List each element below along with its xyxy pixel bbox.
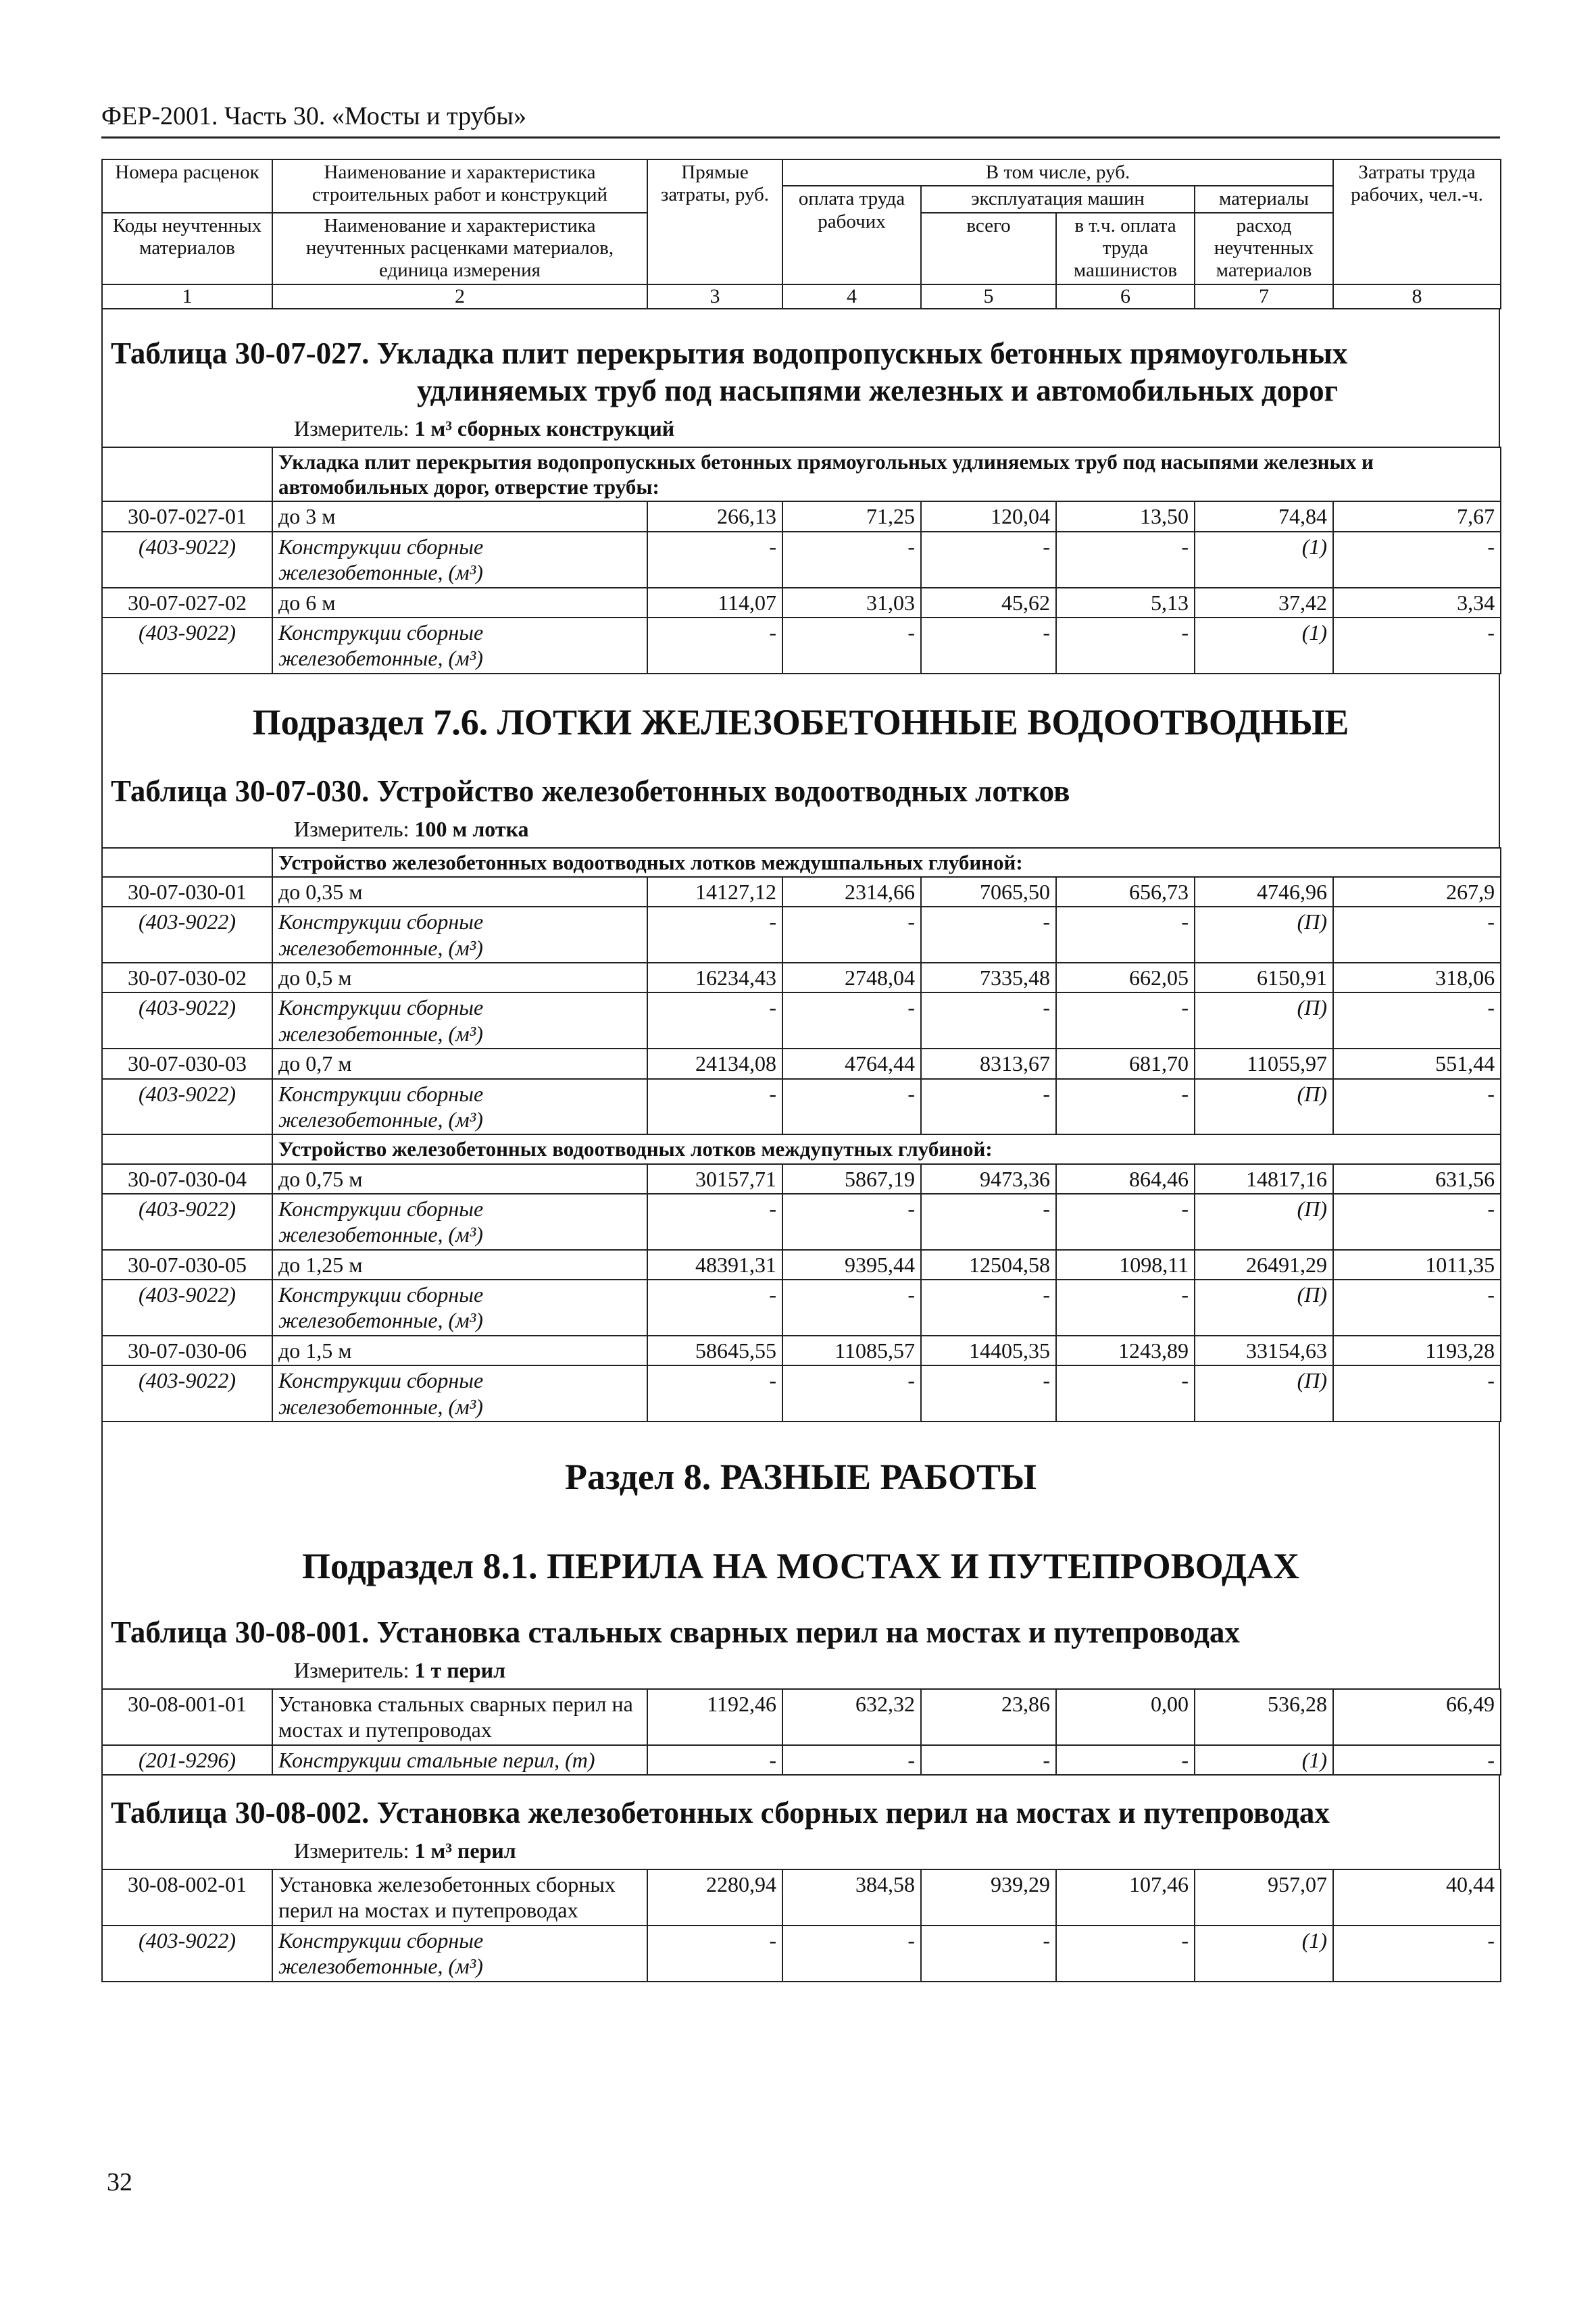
- dash-cell: -: [1056, 1280, 1195, 1336]
- group-indent: [102, 1134, 272, 1163]
- rate-code: 30-07-030-02: [102, 963, 272, 992]
- worker-pay: 31,03: [782, 588, 921, 618]
- machinist-pay: 5,13: [1056, 588, 1195, 618]
- materials-cost: 14817,16: [1195, 1164, 1333, 1194]
- subsection-title: Подраздел 7.6. ЛОТКИ ЖЕЛЕЗОБЕТОННЫЕ ВОДООТВОДНЫЕ: [252, 701, 1349, 743]
- section-t027: [101, 309, 1500, 447]
- material-use: (П): [1195, 992, 1333, 1049]
- material-use: (1): [1195, 1926, 1333, 1982]
- direct-cost: 30157,71: [647, 1164, 782, 1194]
- machines-total: 45,62: [921, 588, 1056, 618]
- direct-cost: 58645,55: [647, 1336, 782, 1365]
- materials-cost: 4746,96: [1195, 877, 1333, 907]
- material-code: (403-9022): [102, 907, 272, 963]
- table-t027: [101, 447, 1501, 674]
- section-8: [101, 1422, 1500, 1688]
- dash-cell: -: [1056, 907, 1195, 963]
- direct-cost: 24134,08: [647, 1049, 782, 1078]
- section-t030: [101, 674, 1500, 847]
- machines-total: 939,29: [921, 1869, 1056, 1926]
- labor-cost: 1193,28: [1333, 1336, 1501, 1365]
- table-title: Таблица 30-07-027. Укладка плит перекрытия водопропускных бетонных прямоугольных удлиняемых труб под насыпями железных и автомобильных дорог: [111, 336, 1348, 408]
- dash-cell: -: [782, 618, 921, 674]
- dash-cell: -: [1056, 1926, 1195, 1982]
- group-heading: Устройство железобетонных водоотводных лотков междушпальных глубиной:: [272, 848, 1501, 877]
- materials-cost: 74,84: [1195, 501, 1333, 531]
- section-title: Раздел 8. РАЗНЫЕ РАБОТЫ: [564, 1457, 1037, 1498]
- dash-cell: -: [647, 1365, 782, 1422]
- machines-total: 7335,48: [921, 963, 1056, 992]
- dash-cell: -: [1056, 1365, 1195, 1422]
- machines-total: 8313,67: [921, 1049, 1056, 1078]
- material-use: (П): [1195, 907, 1333, 963]
- dash-cell: -: [647, 618, 782, 674]
- rate-name: до 6 м: [272, 588, 647, 618]
- dash-cell: -: [1056, 532, 1195, 588]
- header-table: [101, 159, 1501, 309]
- measure-line: Измеритель: 100 м лотка: [294, 816, 529, 841]
- labor-cost: 631,56: [1333, 1164, 1501, 1194]
- dash-cell: -: [921, 1280, 1056, 1336]
- dash-cell: -: [921, 618, 1056, 674]
- page-number: 32: [107, 2168, 132, 2196]
- group-row: [102, 848, 1501, 877]
- direct-cost: 2280,94: [647, 1869, 782, 1926]
- table-t802: [101, 1869, 1501, 1982]
- header-machines-pay: в т.ч. оплата труда машинистов: [1056, 213, 1195, 284]
- table-t030: [101, 847, 1501, 1422]
- dash-cell: -: [1056, 992, 1195, 1049]
- rate-code: 30-08-002-01: [102, 1869, 272, 1926]
- dash-cell: -: [782, 1365, 921, 1422]
- table-row: [102, 907, 1501, 963]
- machinist-pay: 107,46: [1056, 1869, 1195, 1926]
- dash-cell: -: [1333, 1365, 1501, 1422]
- material-code: (403-9022): [102, 992, 272, 1049]
- header-machines: эксплуатация машин: [921, 186, 1195, 212]
- dash-cell: -: [1333, 1194, 1501, 1250]
- machines-total: 7065,50: [921, 877, 1056, 907]
- rate-name: до 0,7 м: [272, 1049, 647, 1078]
- material-code: (201-9296): [102, 1745, 272, 1775]
- material-name: Конструкции сборные железобетонные, (м³): [272, 618, 647, 674]
- material-code: (403-9022): [102, 1079, 272, 1135]
- materials-cost: 536,28: [1195, 1689, 1333, 1745]
- machinist-pay: 13,50: [1056, 501, 1195, 531]
- table-row: [102, 1164, 1501, 1194]
- group-heading: Устройство железобетонных водоотводных лотков междупутных глубиной:: [272, 1134, 1501, 1163]
- header-materials: материалы: [1195, 186, 1333, 212]
- dash-cell: -: [647, 532, 782, 588]
- dash-cell: -: [782, 1280, 921, 1336]
- dash-cell: -: [647, 1280, 782, 1336]
- materials-cost: 6150,91: [1195, 963, 1333, 992]
- dash-cell: -: [782, 1079, 921, 1135]
- machinist-pay: 0,00: [1056, 1689, 1195, 1745]
- worker-pay: 5867,19: [782, 1164, 921, 1194]
- header-col1-bottom: Коды неучтенных материалов: [102, 213, 272, 284]
- dash-cell: -: [782, 1926, 921, 1982]
- col-number: 5: [921, 284, 1056, 309]
- materials-cost: 37,42: [1195, 588, 1333, 618]
- labor-cost: 267,9: [1333, 877, 1501, 907]
- table-row: [102, 1079, 1501, 1135]
- table-row: [102, 501, 1501, 531]
- dash-cell: -: [1333, 992, 1501, 1049]
- machinist-pay: 656,73: [1056, 877, 1195, 907]
- subsection-title: Подраздел 8.1. ПЕРИЛА НА МОСТАХ И ПУТЕПРОВОДАХ: [301, 1546, 1300, 1587]
- measure-line: Измеритель: 1 м³ перил: [294, 1838, 516, 1863]
- header-col2-top: Наименование и характеристика строительных работ и конструкций: [272, 159, 647, 213]
- worker-pay: 4764,44: [782, 1049, 921, 1078]
- table-row: [102, 588, 1501, 618]
- table-row: [102, 877, 1501, 907]
- dash-cell: -: [1333, 1926, 1501, 1982]
- dash-cell: -: [921, 992, 1056, 1049]
- rate-code: 30-07-027-01: [102, 501, 272, 531]
- machines-total: 14405,35: [921, 1336, 1056, 1365]
- table-row: [102, 1250, 1501, 1280]
- header-labor: Затраты труда рабочих, чел.-ч.: [1333, 159, 1501, 284]
- material-use: (П): [1195, 1280, 1333, 1336]
- worker-pay: 632,32: [782, 1689, 921, 1745]
- col-number: 3: [647, 284, 782, 309]
- material-use: (П): [1195, 1194, 1333, 1250]
- col-number: 6: [1056, 284, 1195, 309]
- dash-cell: -: [1056, 1194, 1195, 1250]
- material-name: Конструкции сборные железобетонные, (м³): [272, 1079, 647, 1135]
- dash-cell: -: [782, 532, 921, 588]
- material-name: Конструкции сборные железобетонные, (м³): [272, 532, 647, 588]
- direct-cost: 14127,12: [647, 877, 782, 907]
- rate-code: 30-08-001-01: [102, 1689, 272, 1745]
- rate-code: 30-07-030-06: [102, 1336, 272, 1365]
- machines-total: 9473,36: [921, 1164, 1056, 1194]
- rate-name: до 0,5 м: [272, 963, 647, 992]
- worker-pay: 2314,66: [782, 877, 921, 907]
- worker-pay: 11085,57: [782, 1336, 921, 1365]
- labor-cost: 1011,35: [1333, 1250, 1501, 1280]
- table-t801: [101, 1688, 1501, 1776]
- table-title: Таблица 30-07-030. Устройство железобетонных водоотводных лотков: [111, 774, 1070, 808]
- rate-code: 30-07-027-02: [102, 588, 272, 618]
- rate-name: до 0,35 м: [272, 877, 647, 907]
- material-use: (П): [1195, 1079, 1333, 1135]
- rate-name: Установка железобетонных сборных перил на мостах и путепроводах: [272, 1869, 647, 1926]
- labor-cost: 7,67: [1333, 501, 1501, 531]
- dash-cell: -: [1056, 1745, 1195, 1775]
- material-name: Конструкции сборные железобетонные, (м³): [272, 1280, 647, 1336]
- dash-cell: -: [647, 1745, 782, 1775]
- material-use: (1): [1195, 1745, 1333, 1775]
- dash-cell: -: [921, 1365, 1056, 1422]
- labor-cost: 3,34: [1333, 588, 1501, 618]
- rate-name: до 1,25 м: [272, 1250, 647, 1280]
- direct-cost: 1192,46: [647, 1689, 782, 1745]
- table-title: Таблица 30-08-001. Установка стальных сварных перил на мостах и путепроводах: [111, 1615, 1240, 1650]
- labor-cost: 318,06: [1333, 963, 1501, 992]
- section-t802: [101, 1776, 1500, 1869]
- table-row: [102, 963, 1501, 992]
- material-name: Конструкции сборные железобетонные, (м³): [272, 1926, 647, 1982]
- dash-cell: -: [1333, 1280, 1501, 1336]
- machinist-pay: 864,46: [1056, 1164, 1195, 1194]
- dash-cell: -: [921, 1745, 1056, 1775]
- rate-name: до 1,5 м: [272, 1336, 647, 1365]
- page: [101, 101, 1500, 1982]
- machines-total: 23,86: [921, 1689, 1056, 1745]
- direct-cost: 266,13: [647, 501, 782, 531]
- table-row: [102, 992, 1501, 1049]
- dash-cell: -: [1333, 907, 1501, 963]
- group-indent: [102, 848, 272, 877]
- table-row: [102, 618, 1501, 674]
- machinist-pay: 1243,89: [1056, 1336, 1195, 1365]
- running-head: ФЕР-2001. Часть 30. «Мосты и трубы»: [101, 101, 1500, 139]
- dash-cell: -: [647, 1079, 782, 1135]
- dash-cell: -: [782, 907, 921, 963]
- worker-pay: 71,25: [782, 501, 921, 531]
- material-code: (403-9022): [102, 1194, 272, 1250]
- material-name: Конструкции стальные перил, (т): [272, 1745, 647, 1775]
- dash-cell: -: [921, 1079, 1056, 1135]
- table-row: [102, 1926, 1501, 1982]
- material-name: Конструкции сборные железобетонные, (м³): [272, 907, 647, 963]
- direct-cost: 114,07: [647, 588, 782, 618]
- worker-pay: 2748,04: [782, 963, 921, 992]
- dash-cell: -: [921, 532, 1056, 588]
- dash-cell: -: [782, 992, 921, 1049]
- worker-pay: 9395,44: [782, 1250, 921, 1280]
- rate-code: 30-07-030-04: [102, 1164, 272, 1194]
- col-number: 1: [102, 284, 272, 309]
- direct-cost: 16234,43: [647, 963, 782, 992]
- rate-code: 30-07-030-03: [102, 1049, 272, 1078]
- direct-cost: 48391,31: [647, 1250, 782, 1280]
- material-code: (403-9022): [102, 532, 272, 588]
- material-code: (403-9022): [102, 1365, 272, 1422]
- machinist-pay: 662,05: [1056, 963, 1195, 992]
- material-name: Конструкции сборные железобетонные, (м³): [272, 992, 647, 1049]
- measure-line: Измеритель: 1 м³ сборных конструкций: [294, 416, 675, 441]
- col-number: 8: [1333, 284, 1501, 309]
- col-number: 7: [1195, 284, 1333, 309]
- labor-cost: 551,44: [1333, 1049, 1501, 1078]
- header-pay: оплата труда рабочих: [782, 186, 921, 284]
- rate-name: Установка стальных сварных перил на мостах и путепроводах: [272, 1689, 647, 1745]
- machinist-pay: 1098,11: [1056, 1250, 1195, 1280]
- dash-cell: -: [921, 1926, 1056, 1982]
- table-row: [102, 1689, 1501, 1745]
- header-materials-use: расход неучтенных материалов: [1195, 213, 1333, 284]
- table-row: [102, 532, 1501, 588]
- col-number: 2: [272, 284, 647, 309]
- dash-cell: -: [921, 907, 1056, 963]
- dash-cell: -: [1333, 618, 1501, 674]
- machines-total: 12504,58: [921, 1250, 1056, 1280]
- header-col3: Прямые затраты, руб.: [647, 159, 782, 284]
- material-use: (1): [1195, 532, 1333, 588]
- material-name: Конструкции сборные железобетонные, (м³): [272, 1194, 647, 1250]
- table-row: [102, 1869, 1501, 1926]
- dash-cell: -: [647, 907, 782, 963]
- table-title: Таблица 30-08-002. Установка железобетонных сборных перил на мостах и путепроводах: [111, 1796, 1330, 1830]
- col-number: 4: [782, 284, 921, 309]
- header-machines-total: всего: [921, 213, 1056, 284]
- dash-cell: -: [1333, 1079, 1501, 1135]
- table-row: [102, 1336, 1501, 1365]
- dash-cell: -: [782, 1745, 921, 1775]
- labor-cost: 66,49: [1333, 1689, 1501, 1745]
- dash-cell: -: [647, 1194, 782, 1250]
- materials-cost: 11055,97: [1195, 1049, 1333, 1078]
- dash-cell: -: [647, 992, 782, 1049]
- dash-cell: -: [1056, 618, 1195, 674]
- rate-code: 30-07-030-05: [102, 1250, 272, 1280]
- material-name: Конструкции сборные железобетонные, (м³): [272, 1365, 647, 1422]
- group-heading: Укладка плит перекрытия водопропускных бетонных прямоугольных удлиняемых труб под насыпями железных и автомобильных дорог, отверстие трубы:: [272, 447, 1501, 501]
- table-row: [102, 1049, 1501, 1078]
- table-row: [102, 1280, 1501, 1336]
- machinist-pay: 681,70: [1056, 1049, 1195, 1078]
- header-col1-top: Номера расценок: [102, 159, 272, 213]
- group-indent: [102, 447, 272, 501]
- worker-pay: 384,58: [782, 1869, 921, 1926]
- dash-cell: -: [647, 1926, 782, 1982]
- labor-cost: 40,44: [1333, 1869, 1501, 1926]
- header-col2-bottom: Наименование и характеристика неучтенных расценками материалов, единица измерения: [272, 213, 647, 284]
- dash-cell: -: [1056, 1079, 1195, 1135]
- dash-cell: -: [1333, 532, 1501, 588]
- material-code: (403-9022): [102, 1926, 272, 1982]
- dash-cell: -: [1333, 1745, 1501, 1775]
- measure-line: Измеритель: 1 т перил: [294, 1657, 506, 1682]
- material-use: (П): [1195, 1365, 1333, 1422]
- dash-cell: -: [782, 1194, 921, 1250]
- dash-cell: -: [921, 1194, 1056, 1250]
- rate-name: до 0,75 м: [272, 1164, 647, 1194]
- table-row: [102, 1194, 1501, 1250]
- material-code: (403-9022): [102, 1280, 272, 1336]
- material-code: (403-9022): [102, 618, 272, 674]
- machines-total: 120,04: [921, 501, 1056, 531]
- material-use: (1): [1195, 618, 1333, 674]
- group-row: [102, 1134, 1501, 1163]
- rate-name: до 3 м: [272, 501, 647, 531]
- materials-cost: 26491,29: [1195, 1250, 1333, 1280]
- header-incl: В том числе, руб.: [782, 159, 1333, 186]
- rate-code: 30-07-030-01: [102, 877, 272, 907]
- materials-cost: 957,07: [1195, 1869, 1333, 1926]
- materials-cost: 33154,63: [1195, 1336, 1333, 1365]
- table-row: [102, 1365, 1501, 1422]
- table-row: [102, 1745, 1501, 1775]
